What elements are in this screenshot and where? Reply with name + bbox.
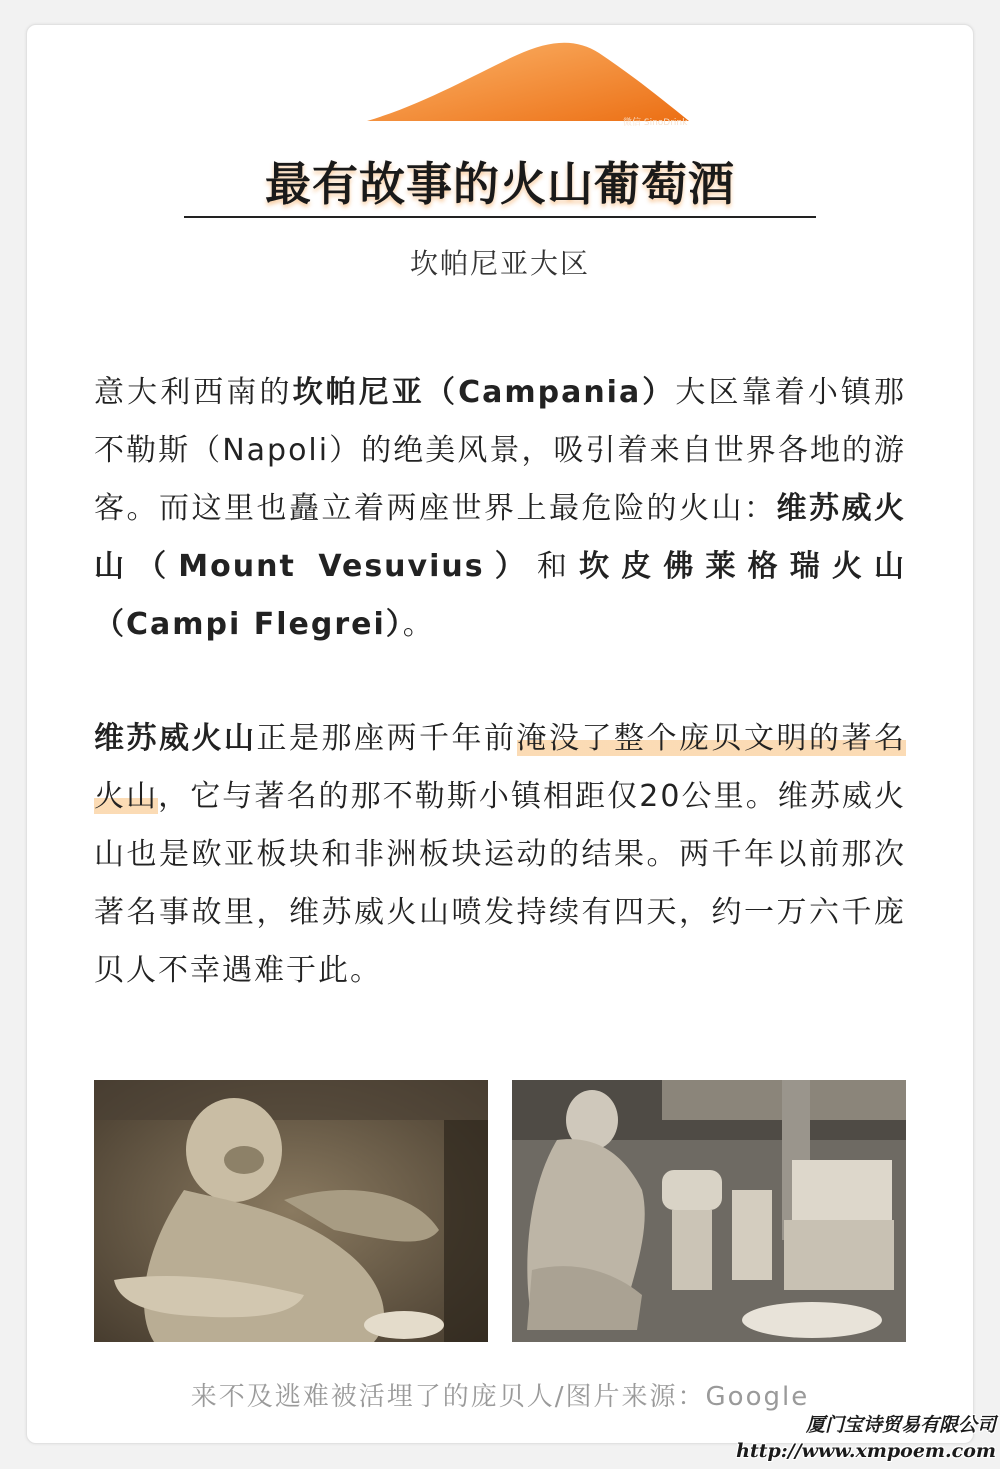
pompeii-cast-photo-left: [94, 1080, 488, 1342]
bold-text: 维苏威火山（Mount Vesuvius）: [94, 491, 906, 584]
company-url: http://www.xmpoem.com: [736, 1440, 996, 1462]
wechat-watermark: 微信 SinoDrink: [623, 118, 688, 128]
photo-image: [512, 1080, 906, 1342]
text-run: 。: [402, 607, 435, 642]
bold-text: 坎皮佛莱格瑞火山（Campi Flegrei）: [94, 549, 907, 642]
photo-caption: 来不及逃难被活埋了的庞贝人/图片来源：Google: [190, 1382, 810, 1412]
company-name: 厦门宝诗贸易有限公司: [805, 1414, 996, 1436]
text-run: ，它与著名的那不勒斯小镇相距仅20公里。维苏威火山也是欧亚板块和非洲板块运动的结果。两千年以前那次著名事故里，维苏威火山喷发持续有四天，约一万六千庞贝人不幸遇难于此。: [94, 779, 906, 988]
article-title: 最有故事的火山葡萄酒: [265, 157, 735, 211]
title-divider: [184, 216, 816, 218]
highlighted-text: 淹没了整个庞贝文明的著名火山: [94, 721, 906, 814]
company-watermark: [736, 1412, 996, 1464]
bold-text: 坎帕尼亚（Campania）: [292, 375, 676, 410]
text-run: 大区靠着小镇那不勒斯（Napoli）的绝美风景，吸引着来自世界各地的游客。而这里也矗立着两座世界上最危险的火山：: [94, 375, 907, 526]
paragraph-campania: [94, 364, 906, 654]
text-run: 和: [536, 549, 580, 584]
photo-image: [94, 1080, 488, 1342]
bold-text: 维苏威火山: [94, 721, 257, 756]
paragraph-vesuvius: [94, 710, 906, 1000]
text-run: 正是那座两千年前: [256, 721, 517, 756]
article-subtitle: 坎帕尼亚大区: [409, 247, 590, 280]
text-run: 意大利西南的: [94, 375, 293, 410]
pompeii-cast-photo-right: [512, 1080, 906, 1342]
